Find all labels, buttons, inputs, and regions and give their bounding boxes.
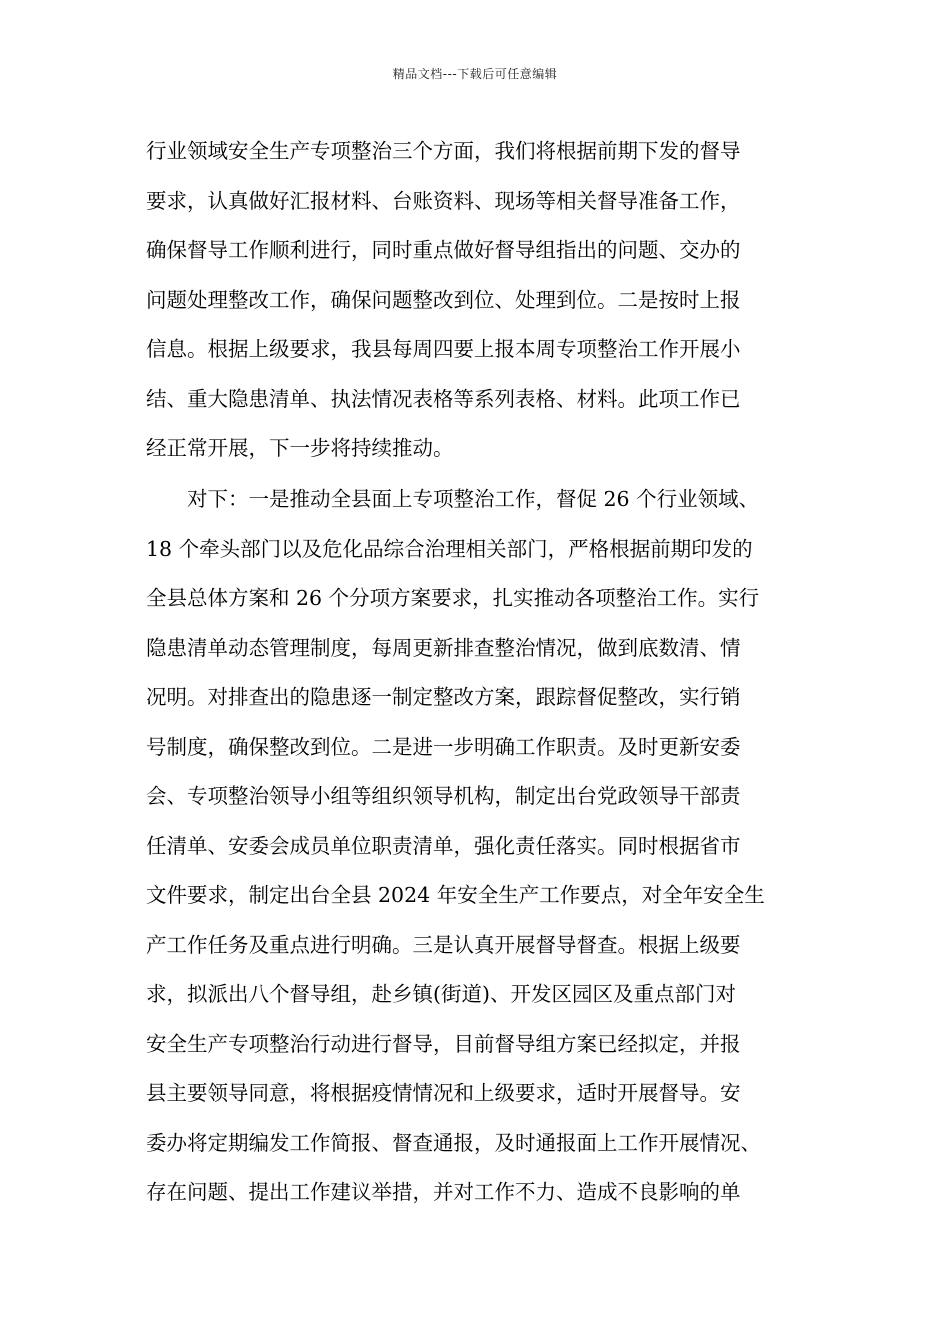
text-line: 任清单、安委会成员单位职责清单，强化责任落实。同时根据省市 (146, 833, 741, 858)
text-line: 存在问题、提出工作建议举措，并对工作不力、造成不良影响的单 (146, 1180, 741, 1204)
text-line: 隐患清单动态管理制度，每周更新排查整治情况，做到底数清、情 (146, 635, 741, 660)
text-line: 安全生产专项整治行动进行督导，目前督导组方案已经拟定，并报 (146, 1031, 741, 1056)
text-line: 况明。对排查出的隐患逐一制定整改方案，跟踪督促整改，实行销 (146, 685, 741, 709)
text-line: 号制度，确保整改到位。二是进一步明确工作职责。及时更新安委 (146, 734, 741, 759)
page-header: 精品文档---下载后可任意编辑 (392, 67, 558, 81)
text-line: 行业领域安全生产专项整治三个方面，我们将根据前期下发的督导 (146, 139, 741, 163)
text-line: 对下：一是推动全县面上专项整治工作，督促 26 个行业领域、 (187, 487, 760, 511)
text-line: 会、专项整治领导小组等组织领导机构，制定出台党政领导干部责 (146, 784, 741, 808)
text-line: 委办将定期编发工作简报、督查通报，及时通报面上工作开展情况、 (146, 1130, 761, 1155)
text-line: 信息。根据上级要求，我县每周四要上报本周专项整治工作开展小 (146, 337, 741, 361)
text-line: 求，拟派出八个督导组，赴乡镇(街道)、开发区园区及重点部门对 (146, 982, 736, 1006)
text-line: 经正常开展，下一步将持续推动。 (146, 436, 454, 460)
text-line: 全县总体方案和 26 个分项方案要求，扎实推动各项整治工作。实行 (146, 586, 760, 610)
text-line: 确保督导工作顺利进行，同时重点做好督导组指出的问题、交办的 (146, 238, 741, 262)
text-line: 县主要领导同意，将根据疫情情况和上级要求，适时开展督导。安 (146, 1081, 741, 1105)
text-line: 要求，认真做好汇报材料、台账资料、现场等相关督导准备工作， (146, 188, 741, 213)
text-line: 产工作任务及重点进行明确。三是认真开展督导督查。根据上级要 (146, 932, 741, 957)
text-line: 问题处理整改工作，确保问题整改到位、处理到位。二是按时上报 (146, 287, 741, 312)
paragraph-1 (146, 127, 826, 474)
text-line: 18 个牵头部门以及危化品综合治理相关部门，严格根据前期印发的 (146, 536, 753, 561)
text-line: 文件要求，制定出台全县 2024 年安全生产工作要点，对全年安全生 (146, 883, 765, 907)
paragraph-2 (146, 475, 826, 1218)
text-line: 结、重大隐患清单、执法情况表格等系列表格、材料。此项工作已 (146, 386, 741, 411)
